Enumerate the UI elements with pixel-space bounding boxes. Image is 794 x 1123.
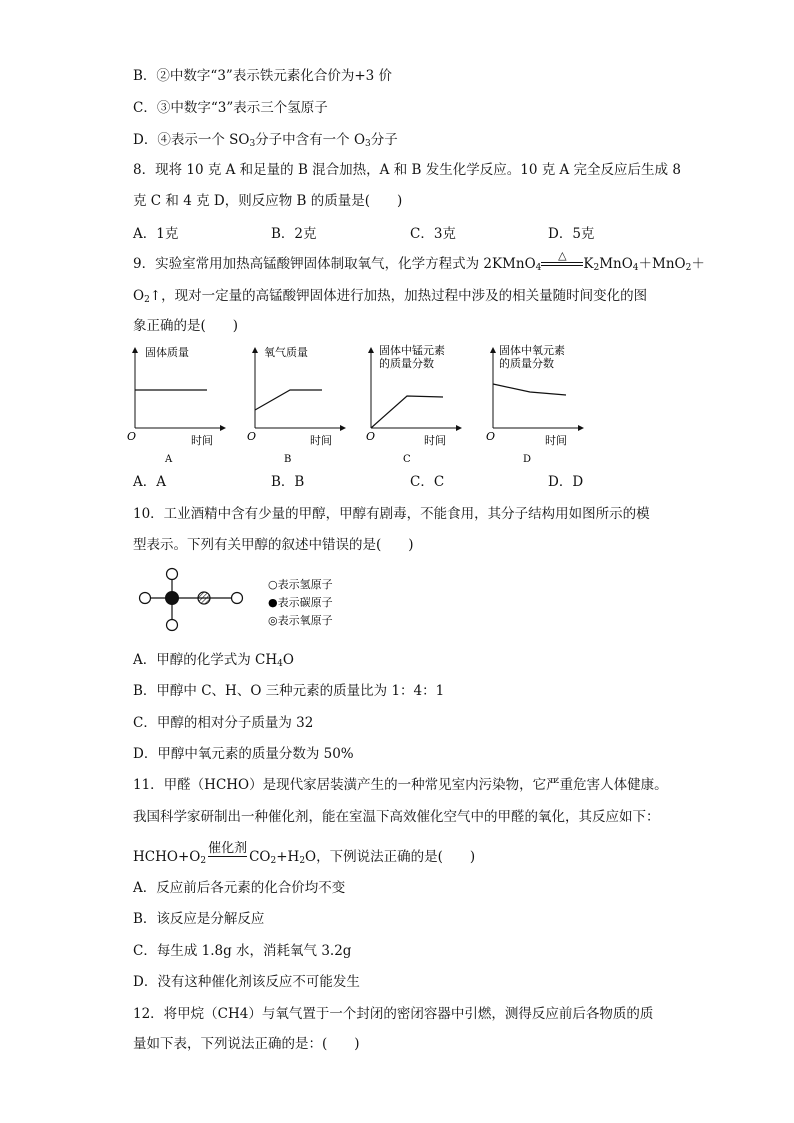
carbon-atom bbox=[166, 592, 179, 605]
hydrogen-atom bbox=[167, 569, 178, 580]
graph-d-caption: D bbox=[523, 454, 532, 465]
q11-stem-line1: 11．甲醛（HCHO）是现代家居装潢产生的一种常见室内污染物，它严重危害人体健康。 bbox=[133, 777, 668, 793]
graph-d-ylabel1: 固体中氧元素 bbox=[499, 344, 565, 357]
q12-stem-line2: 量如下表，下列说法正确的是：( ) bbox=[133, 1036, 360, 1052]
oxygen-atom bbox=[198, 592, 210, 604]
q11-option-d: D．没有这种催化剂该反应不可能发生 bbox=[133, 974, 360, 990]
catalyst-condition: 催化剂 bbox=[208, 841, 248, 856]
q11-option-a: A．反应前后各元素的化合价均不变 bbox=[133, 880, 346, 896]
heat-condition: △ bbox=[541, 255, 583, 266]
curve-c bbox=[371, 396, 443, 428]
q9-option-a: A．A bbox=[133, 474, 166, 490]
q11-option-b: B．该反应是分解反应 bbox=[133, 911, 265, 927]
graph-c-caption: C bbox=[403, 454, 411, 465]
graph-c-ylabel1: 固体中锰元素 bbox=[379, 344, 445, 357]
graph-c-ylabel2: 的质量分数 bbox=[379, 357, 434, 370]
q10-stem-line2: 型表示。下列有关甲醇的叙述中错误的是( ) bbox=[133, 537, 414, 553]
q9-stem-line3: 象正确的是( ) bbox=[133, 318, 239, 334]
hydrogen-atom bbox=[167, 620, 178, 631]
hydrogen-atom bbox=[232, 593, 243, 604]
q7-option-b: B．②中数字“3”表示铁元素化合价为+3 价 bbox=[133, 68, 393, 84]
q8-stem-line1: 8．现将 10 克 A 和足量的 B 混合加热，A 和 B 发生化学反应。10 克 A 完全反应后生成 8 bbox=[133, 162, 681, 178]
q10-stem-line1: 10．工业酒精中含有少量的甲醇，甲醇有剧毒，不能食用，其分子结构用如图所示的模 bbox=[133, 506, 650, 522]
q9-option-d: D．D bbox=[548, 474, 584, 490]
q8-option-a: A．1克 bbox=[133, 226, 179, 242]
graph-c bbox=[366, 343, 461, 465]
graph-a-xlabel: 时间 bbox=[191, 434, 213, 447]
q9-stem-line1: 9．实验室常用加热高锰酸钾固体制取氧气，化学方程式为 2KMnO$_4$ △ $K_2MnO_4+MnO_2+$ bbox=[133, 249, 705, 273]
q11-equation: $HCHO+O_2$ 催化剂 $CO_2+H_2O$，下例说法正确的是( ) bbox=[133, 841, 476, 866]
graph-b-ylabel: 氧气质量 bbox=[264, 346, 308, 359]
graph-c-origin: O bbox=[366, 430, 376, 443]
graph-a bbox=[127, 345, 225, 465]
graph-d bbox=[486, 343, 583, 465]
q10-option-a: A．甲醇的化学式为 $CH_4O$ bbox=[133, 652, 294, 669]
q8-option-b: B．2克 bbox=[271, 226, 317, 242]
q9-graphs bbox=[125, 340, 625, 465]
legend-carbon: ●表示碳原子 bbox=[268, 596, 333, 609]
graph-b-origin: O bbox=[247, 430, 257, 443]
graph-a-ylabel: 固体质量 bbox=[145, 346, 189, 359]
q10-option-d: D．甲醇中氧元素的质量分数为 50% bbox=[133, 746, 354, 762]
q9-option-c: C．C bbox=[410, 474, 445, 490]
legend-hydrogen: ○表示氢原子 bbox=[268, 578, 333, 591]
graph-d-origin: O bbox=[486, 430, 496, 443]
graph-b bbox=[247, 345, 345, 465]
graph-d-xlabel: 时间 bbox=[545, 434, 567, 447]
q10-option-b: B．甲醇中 C、H、O 三种元素的质量比为 1：4：1 bbox=[133, 683, 445, 699]
legend-oxygen: ◎表示氧原子 bbox=[268, 614, 333, 627]
graph-b-caption: B bbox=[284, 454, 292, 465]
graph-c-xlabel: 时间 bbox=[424, 434, 446, 447]
q9-stem-line2: $O_2↑$，现对一定量的高锰酸钾固体进行加热，加热过程中涉及的相关量随时间变化的图 bbox=[133, 288, 648, 305]
q10-option-c: C．甲醇的相对分子质量为 32 bbox=[133, 715, 314, 731]
graph-a-caption: A bbox=[165, 454, 173, 465]
q12-stem-line1: 12．将甲烷（CH4）与氧气置于一个封闭的密闭容器中引燃，测得反应前后各物质的质 bbox=[133, 1006, 654, 1022]
graph-b-xlabel: 时间 bbox=[310, 434, 332, 447]
q11-stem-line2: 我国科学家研制出一种催化剂，能在室温下高效催化空气中的甲醛的氧化，其反应如下： bbox=[133, 809, 660, 825]
q9-option-b: B．B bbox=[271, 474, 305, 490]
q7-option-c: C．③中数字“3”表示三个氢原子 bbox=[133, 100, 328, 116]
graph-d-ylabel2: 的质量分数 bbox=[499, 357, 554, 370]
q8-stem-line2: 克 C 和 4 克 D，则反应物 B 的质量是( ) bbox=[133, 193, 403, 209]
hydrogen-atom bbox=[140, 593, 151, 604]
q8-option-c: C．3克 bbox=[410, 226, 456, 242]
curve-b bbox=[255, 390, 322, 410]
graph-a-origin: O bbox=[127, 430, 137, 443]
q8-option-d: D．5克 bbox=[548, 226, 595, 242]
q7-option-d: D．④表示一个 $SO_3$分子中含有一个 $O_3$分子 bbox=[133, 132, 398, 149]
curve-d bbox=[493, 384, 566, 395]
methanol-model bbox=[133, 565, 363, 635]
q11-option-c: C．每生成 1.8g 水，消耗氧气 3.2g bbox=[133, 943, 352, 959]
